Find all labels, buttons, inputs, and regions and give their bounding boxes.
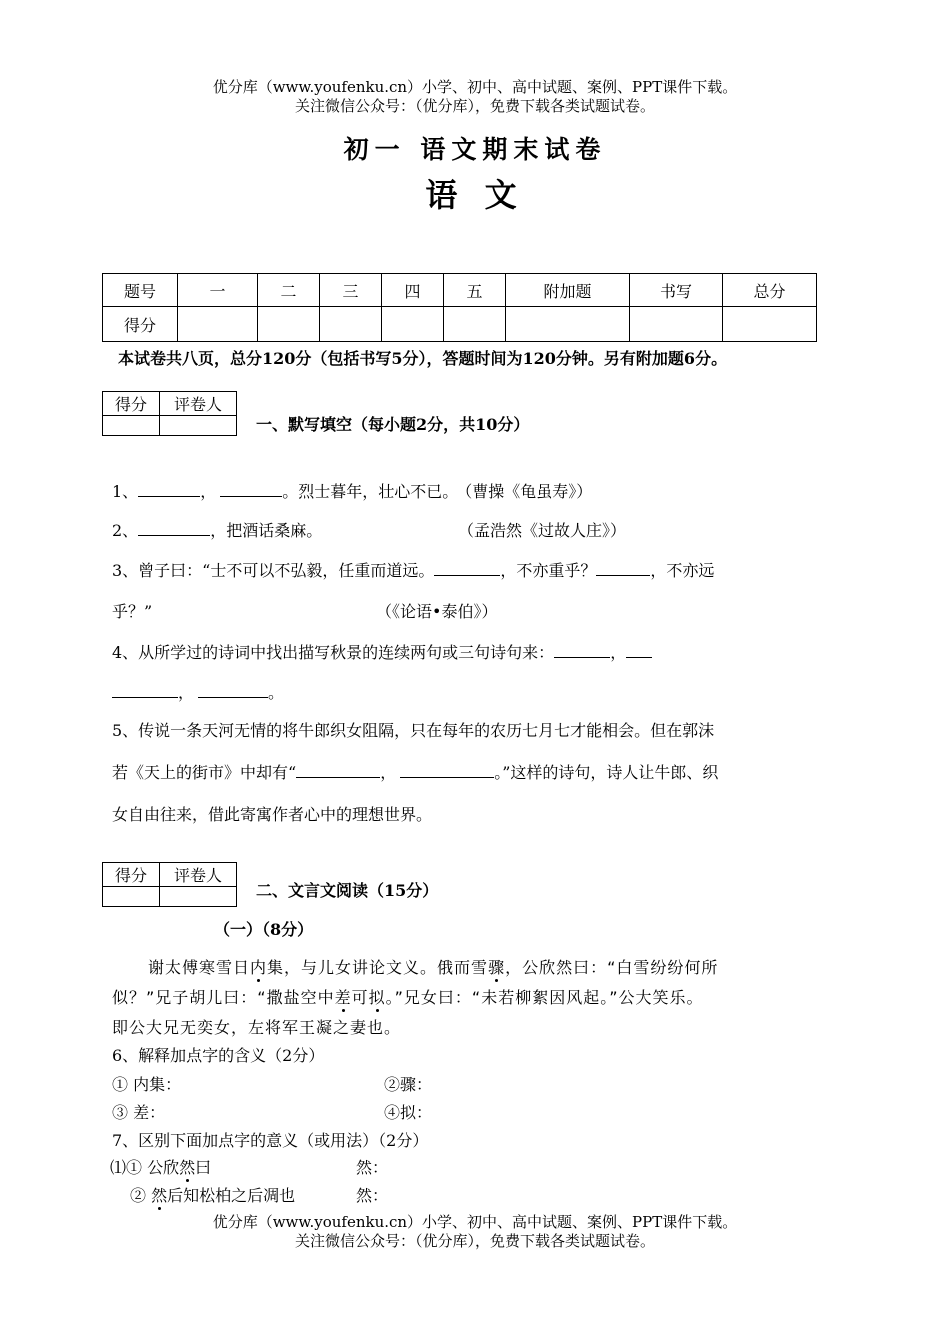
answer-blank[interactable] <box>434 559 500 576</box>
score-entry-cell <box>258 307 320 342</box>
question-1 <box>112 479 592 502</box>
passage-text: 可 <box>351 988 369 1007</box>
grader-score-cell <box>103 887 160 907</box>
q7-text: ② <box>130 1186 152 1205</box>
dotted-char: 差 <box>334 988 352 1007</box>
q7-text: 曰 <box>195 1158 212 1177</box>
q3-text-a: 3、曾子曰：“士不可以不弘毅，任重而道远。 <box>112 561 435 580</box>
table-cell: 书写 <box>630 274 723 307</box>
dotted-char: 拟 <box>368 988 386 1007</box>
grader-score-label: 得分 <box>103 392 160 416</box>
q4-comma: ， <box>178 683 195 702</box>
score-entry-cell <box>320 307 382 342</box>
answer-blank[interactable] <box>220 480 282 497</box>
answer-blank[interactable] <box>554 641 610 658</box>
grader-label: 评卷人 <box>160 863 237 887</box>
table-cell: 三 <box>320 274 382 307</box>
table-cell: 得分 <box>103 307 178 342</box>
grader-label: 评卷人 <box>160 392 237 416</box>
subject-title: 语 文 <box>425 176 525 214</box>
dotted-char: 骤 <box>488 958 506 977</box>
answer-blank[interactable] <box>138 480 200 497</box>
table-cell: 附加题 <box>506 274 630 307</box>
q4-line-2 <box>112 680 284 703</box>
grader-score-label: 得分 <box>103 863 160 887</box>
score-entry-cell <box>506 307 630 342</box>
table-cell: 一 <box>178 274 258 307</box>
section2-title: 二、文言文阅读（15分） <box>256 881 439 900</box>
score-table-score-row <box>103 307 817 342</box>
section2-part1-title: （一）（8分） <box>214 920 314 939</box>
q5-text-a: 若《天上的街市》中却有“ <box>112 763 297 782</box>
q5-text-b: ， <box>380 763 397 782</box>
grader-box <box>102 862 237 907</box>
passage-text: ，公欣然曰：“白雪纷纷何所 <box>505 958 719 977</box>
table-cell: 总分 <box>723 274 817 307</box>
grader-score-cell <box>103 416 160 436</box>
passage-text: 。”兄女曰：“未若柳絮因风起。”公大笑乐。 <box>385 988 704 1007</box>
q7-row-1-label: 然： <box>356 1158 389 1177</box>
instructions: 本试卷共八页，总分120分（包括书写5分），答题时间为120分钟。另有附加题6分。 <box>118 349 728 368</box>
score-table <box>102 273 817 342</box>
score-entry-cell <box>382 307 444 342</box>
q2-text: ，把酒话桑麻。 <box>210 521 323 540</box>
q3-text-c: ，不亦远 <box>650 561 715 580</box>
question-3 <box>112 558 714 581</box>
answer-blank[interactable] <box>296 761 380 778</box>
question-7-title: 7、区别下面加点字的意义（或用法）（2分） <box>112 1131 429 1150</box>
question-6-title: 6、解释加点字的含义（2分） <box>112 1046 325 1065</box>
q1-comma: ， <box>200 482 217 501</box>
table-cell: 四 <box>382 274 444 307</box>
question-5-line-3: 女自由往来，借此寄寓作者心中的理想世界。 <box>112 805 433 824</box>
grader-box <box>102 391 237 436</box>
section1-title: 一、默写填空（每小题2分，共10分） <box>256 415 530 434</box>
score-table-header-row <box>103 274 817 307</box>
q6-item-b: ②骤： <box>384 1075 433 1094</box>
q3-source: （《论语•泰伯》） <box>376 602 498 621</box>
passage-line-3: 即公大兄无奕女，左将军王凝之妻也。 <box>112 1018 402 1037</box>
score-entry-cell <box>444 307 506 342</box>
q6-item-c: ③ 差： <box>112 1103 166 1122</box>
q6-item-a: ① 内集： <box>112 1075 182 1094</box>
q1-number: 1、 <box>112 482 139 501</box>
passage-line-1 <box>148 955 718 978</box>
dotted-char: 然 <box>179 1158 196 1177</box>
header-line-1: 优分库（www.youfenku.cn）小学、初中、高中试题、案例、PPT课件下载。 <box>212 78 738 96</box>
q7-text: 后知松柏之后凋也 <box>167 1186 296 1205</box>
passage-text: ，与儿女讲论文义。俄而雪 <box>284 958 489 977</box>
passage-text: 集 <box>267 958 285 977</box>
q1-source: （曹操《龟虽寿》） <box>464 482 593 501</box>
question-5-line-2 <box>112 760 718 783</box>
dotted-char: 内 <box>250 958 268 977</box>
q7-text: ⑴① 公欣 <box>110 1158 180 1177</box>
header-line-2: 关注微信公众号：（优分库），免费下载各类试题试卷。 <box>294 97 655 115</box>
answer-blank[interactable] <box>138 519 210 536</box>
q7-row-2 <box>130 1183 295 1206</box>
question-2 <box>112 518 322 541</box>
q7-row-2-label: 然： <box>356 1186 389 1205</box>
answer-blank[interactable] <box>400 761 494 778</box>
q4-text: 4、从所学过的诗词中找出描写秋景的连续两句或三句诗句来： <box>112 643 555 662</box>
grader-cell <box>160 416 237 436</box>
q5-text-c: 。”这样的诗句，诗人让牛郎、织 <box>494 763 719 782</box>
q3-line-2: 乎？” <box>112 602 153 621</box>
q1-text: 。烈士暮年，壮心不已。 <box>282 482 459 501</box>
table-cell: 五 <box>444 274 506 307</box>
answer-blank[interactable] <box>596 559 650 576</box>
q4-comma: ， <box>610 643 627 662</box>
q6-item-d: ④拟： <box>384 1103 433 1122</box>
table-cell: 二 <box>258 274 320 307</box>
q4-period: 。 <box>268 683 285 702</box>
answer-blank[interactable] <box>112 681 178 698</box>
q3-text-b: ，不亦重乎？ <box>500 561 597 580</box>
q2-number: 2、 <box>112 521 139 540</box>
answer-blank[interactable] <box>198 681 268 698</box>
passage-text: 谢太傅寒雪日 <box>148 958 251 977</box>
passage-text: 似？”兄子胡儿曰：“撒盐空中 <box>112 988 335 1007</box>
score-entry-cell <box>630 307 723 342</box>
footer-line-1: 优分库（www.youfenku.cn）小学、初中、高中试题、案例、PPT课件下载。 <box>212 1213 738 1231</box>
score-entry-cell <box>178 307 258 342</box>
question-5-line-1: 5、传说一条天河无情的将牛郎织女阻隔，只在每年的农历七月七才能相会。但在郭沫 <box>112 721 715 740</box>
q7-row-1 <box>110 1155 211 1178</box>
grader-cell <box>160 887 237 907</box>
answer-blank[interactable] <box>626 641 652 658</box>
passage-line-2 <box>112 985 704 1008</box>
score-entry-cell <box>723 307 817 342</box>
q2-source: （孟浩然《过故人庄》） <box>458 521 627 540</box>
table-cell: 题号 <box>103 274 178 307</box>
question-4 <box>112 640 652 663</box>
footer-line-2: 关注微信公众号：（优分库），免费下载各类试题试卷。 <box>294 1232 655 1250</box>
exam-title: 初一 语文期末试卷 <box>343 135 607 164</box>
dotted-char: 然 <box>151 1186 168 1205</box>
